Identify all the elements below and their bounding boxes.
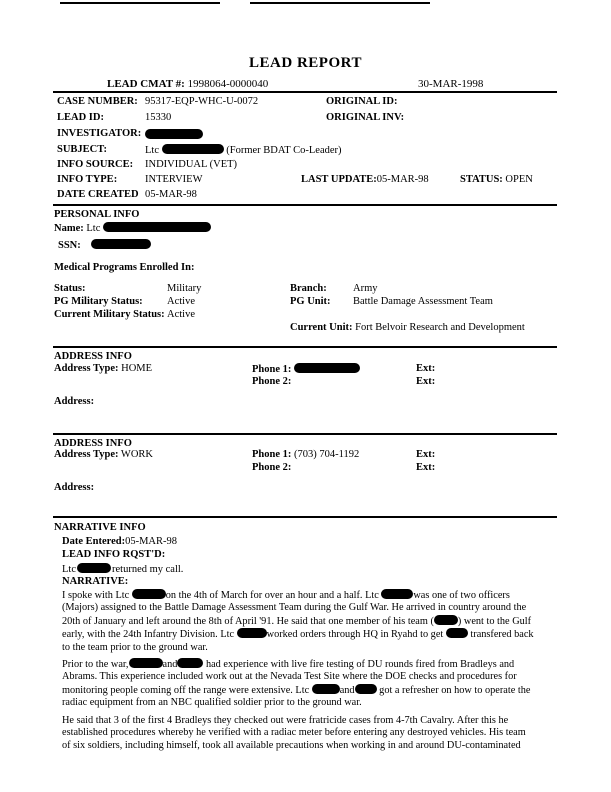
work-phone-1 xyxy=(252,449,359,460)
address-label: Address: xyxy=(54,482,95,493)
current-military-status-label: Current Military Status: xyxy=(54,309,165,320)
info-source-label: INFO SOURCE: xyxy=(57,159,134,170)
current-military-status-value: Active xyxy=(167,309,195,320)
narrative-paragraph-3 xyxy=(62,715,534,752)
address-type-value: HOME xyxy=(121,363,153,374)
narrative-text: and xyxy=(162,659,178,670)
report-date: 30-MAR-1998 xyxy=(418,78,484,90)
section-divider xyxy=(53,204,557,206)
branch-value: Army xyxy=(353,283,378,294)
original-id-label: ORIGINAL ID: xyxy=(326,96,398,107)
lead-cmat-label: LEAD CMAT #: xyxy=(107,78,185,90)
date-entered-value: 05-MAR-98 xyxy=(125,536,178,547)
redaction xyxy=(381,589,413,599)
redaction xyxy=(129,658,163,668)
status-label: STATUS: xyxy=(460,174,503,185)
redaction xyxy=(145,129,203,139)
narrative-text: was one of two officers (Majors) assigned to the Battle Damage Assessment Team during the Gulf War. He arrived in country around the 20th of January and left around the 8th of April '91. He said that one member of his team ( xyxy=(62,590,527,627)
name-label: Name: xyxy=(54,223,84,234)
address-home-type xyxy=(54,363,152,374)
narrative-text: transfered back to the team prior to the ground war. xyxy=(62,629,534,653)
date-created-value: 05-MAR-98 xyxy=(145,189,197,200)
narrative-text: on the 4th of March for over an hour and a half. Ltc xyxy=(165,590,379,601)
lead-id-label: LEAD ID: xyxy=(57,112,104,123)
narrative-label: NARRATIVE: xyxy=(62,576,129,587)
narrative-paragraph-1 xyxy=(62,589,534,654)
status xyxy=(460,174,533,185)
redaction xyxy=(177,658,203,668)
section-divider xyxy=(53,433,557,435)
medical-programs-label: Medical Programs Enrolled In: xyxy=(54,262,195,273)
pg-unit-label: PG Unit: xyxy=(290,296,331,307)
narrative-paragraph-2 xyxy=(62,658,534,710)
narrative-text: He said that 3 of the first 4 Bradleys they checked out were fratricide cases from 4-7th Cavalry. After this he established procedures whereby he verified with a radiac meter before entering any destroyed vehicles. His team of six soldiers, including himself, took all available precautions when working in and around DU-contaminated xyxy=(62,715,526,751)
narrative-text: worked orders through HQ in Ryahd to get xyxy=(266,629,444,641)
status-value: OPEN xyxy=(505,174,533,185)
narrative-text: had experience with live fire testing of DU rounds fired from Bradleys and Abrams. This experience included work out at the Nevada Test Site where the DOE checks and procedures for monitoring people coming off the range were extensive. Ltc xyxy=(62,659,517,696)
ext-2-label: Ext: xyxy=(416,462,436,473)
address-home-heading: ADDRESS INFO xyxy=(54,351,132,362)
case-number-label: CASE NUMBER: xyxy=(57,96,138,107)
returned-call-line xyxy=(62,563,183,575)
info-type-value: INTERVIEW xyxy=(145,174,203,185)
home-phone-1 xyxy=(252,363,360,375)
investigator-label: INVESTIGATOR: xyxy=(57,128,142,139)
section-divider xyxy=(53,516,557,518)
phone-1-value: (703) 704-1192 xyxy=(294,449,360,460)
address-work-type xyxy=(54,449,153,460)
info-type-label: INFO TYPE: xyxy=(57,174,118,185)
narrative-text: got a refresher on how to operate the radiac equipment from an NBC qualified soldier prior to the ground war. xyxy=(62,684,531,709)
last-update xyxy=(301,174,429,185)
scan-artifact-line xyxy=(60,2,220,4)
redaction xyxy=(294,363,360,373)
redaction xyxy=(312,684,340,694)
redaction xyxy=(446,628,468,638)
pg-unit-value: Battle Damage Assessment Team xyxy=(353,296,493,307)
lead-cmat-value: 1998064-0000040 xyxy=(187,78,269,90)
current-unit-label: Current Unit: xyxy=(290,322,353,333)
name-line xyxy=(54,222,211,234)
redaction xyxy=(91,239,151,249)
date-entered xyxy=(62,536,177,547)
returned-call-suffix: returned my call. xyxy=(112,564,184,575)
ssn-label: SSN: xyxy=(58,240,81,251)
last-update-value: 05-MAR-98 xyxy=(376,174,429,185)
address-type-value: WORK xyxy=(120,449,154,460)
current-unit-value: Fort Belvoir Research and Development xyxy=(355,322,525,333)
section-divider xyxy=(53,346,557,348)
subject-label: SUBJECT: xyxy=(57,144,107,155)
last-update-label: LAST UPDATE: xyxy=(301,174,377,185)
redaction xyxy=(132,589,166,599)
redaction xyxy=(355,684,377,694)
ssn-line xyxy=(58,239,151,251)
date-created-label: DATE CREATED xyxy=(57,189,139,200)
narrative-text: Prior to the war, xyxy=(62,659,129,670)
redaction xyxy=(237,628,267,638)
narrative-text: and xyxy=(339,684,355,696)
redaction xyxy=(77,563,111,573)
lead-info-rqstd-label: LEAD INFO RQST'D: xyxy=(62,549,166,560)
address-type-label: Address Type: xyxy=(54,449,119,460)
date-entered-label: Date Entered: xyxy=(62,536,126,547)
redaction xyxy=(162,144,224,154)
name-prefix: Ltc xyxy=(86,223,101,234)
redaction xyxy=(434,615,458,625)
returned-call-prefix: Ltc xyxy=(62,564,76,575)
redaction xyxy=(103,222,211,232)
pg-military-status-value: Active xyxy=(167,296,195,307)
personal-heading: PERSONAL INFO xyxy=(54,209,140,220)
case-number-value: 95317-EQP-WHC-U-0072 xyxy=(145,96,259,107)
lead-cmat-line xyxy=(107,78,268,90)
page-title: LEAD REPORT xyxy=(249,55,362,71)
ext-2-label: Ext: xyxy=(416,376,436,387)
header-divider xyxy=(53,91,557,93)
original-inv-label: ORIGINAL INV: xyxy=(326,112,405,123)
phone-2-label: Phone 2: xyxy=(252,462,292,473)
phone-1-label: Phone 1: xyxy=(252,364,292,375)
subject-value xyxy=(145,144,342,156)
info-source-value: INDIVIDUAL (VET) xyxy=(145,159,238,170)
lead-id-value: 15330 xyxy=(145,112,172,123)
narrative-text: ) went to the Gulf early, with the 24th Infantry Division. Ltc xyxy=(62,615,532,641)
narrative-heading: NARRATIVE INFO xyxy=(54,522,146,533)
ext-1-label: Ext: xyxy=(416,363,436,374)
phone-1-label: Phone 1: xyxy=(252,449,292,460)
narrative-text: I spoke with Ltc xyxy=(62,590,130,601)
address-type-label: Address Type: xyxy=(54,363,119,374)
subject-prefix: Ltc xyxy=(145,145,159,156)
status-value-personal: Military xyxy=(167,283,202,294)
current-unit xyxy=(290,322,525,333)
subject-suffix: (Former BDAT Co-Leader) xyxy=(226,145,342,156)
ext-1-label: Ext: xyxy=(416,449,436,460)
status-label-personal: Status: xyxy=(54,283,86,294)
scan-artifact-line xyxy=(250,2,430,4)
phone-2-label: Phone 2: xyxy=(252,376,292,387)
address-work-heading: ADDRESS INFO xyxy=(54,438,132,449)
address-label: Address: xyxy=(54,396,95,407)
branch-label: Branch: xyxy=(290,283,327,294)
pg-military-status-label: PG Military Status: xyxy=(54,296,143,307)
